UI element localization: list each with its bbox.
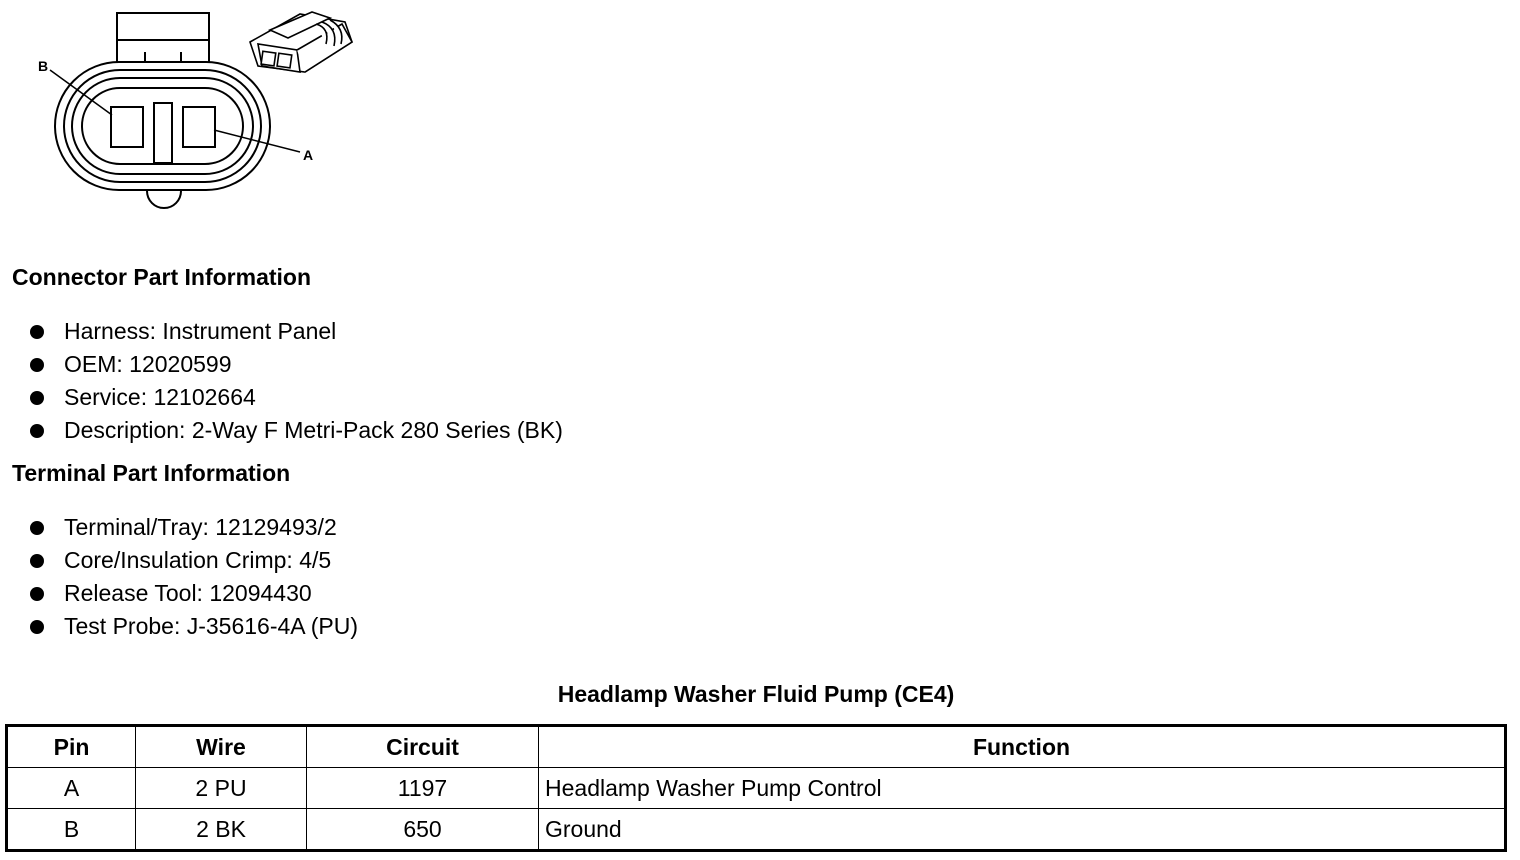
cell-circuit: 650 [307,809,539,851]
header-function: Function [539,726,1506,768]
terminal-part-list [28,511,358,643]
connector-part-list [28,315,563,447]
list-item: Test Probe: J-35616-4A (PU) [28,610,358,643]
connector-isometric-icon [250,12,352,72]
bullet-icon [30,587,44,601]
table-row [7,768,1506,809]
table-header-row [7,726,1506,768]
cell-circuit: 1197 [307,768,539,809]
bullet-icon [30,358,44,372]
pin-label-b: B [38,58,49,74]
pin-table [5,724,1507,852]
bullet-icon [30,554,44,568]
list-item: Description: 2-Way F Metri-Pack 280 Series (BK) [28,414,563,447]
list-item: Terminal/Tray: 12129493/2 [28,511,358,544]
list-item: Harness: Instrument Panel [28,315,563,348]
cell-pin: A [7,768,136,809]
header-circuit: Circuit [307,726,539,768]
cell-function: Ground [539,809,1506,851]
header-wire: Wire [136,726,307,768]
list-item: Service: 12102664 [28,381,563,414]
cell-wire: 2 PU [136,768,307,809]
bullet-icon [30,521,44,535]
terminal-part-heading: Terminal Part Information [12,460,291,486]
cell-wire: 2 BK [136,809,307,851]
list-item: OEM: 12020599 [28,348,563,381]
pin-label-a: A [303,147,314,163]
connector-part-heading: Connector Part Information [12,264,312,290]
connector-diagram [0,0,380,220]
pin-table-title: Headlamp Washer Fluid Pump (CE4) [557,681,955,707]
bullet-icon [30,325,44,339]
cell-pin: B [7,809,136,851]
table-row [7,809,1506,851]
list-item: Release Tool: 12094430 [28,577,358,610]
header-pin: Pin [7,726,136,768]
cell-function: Headlamp Washer Pump Control [539,768,1506,809]
bullet-icon [30,620,44,634]
bullet-icon [30,391,44,405]
bullet-icon [30,424,44,438]
list-item: Core/Insulation Crimp: 4/5 [28,544,358,577]
